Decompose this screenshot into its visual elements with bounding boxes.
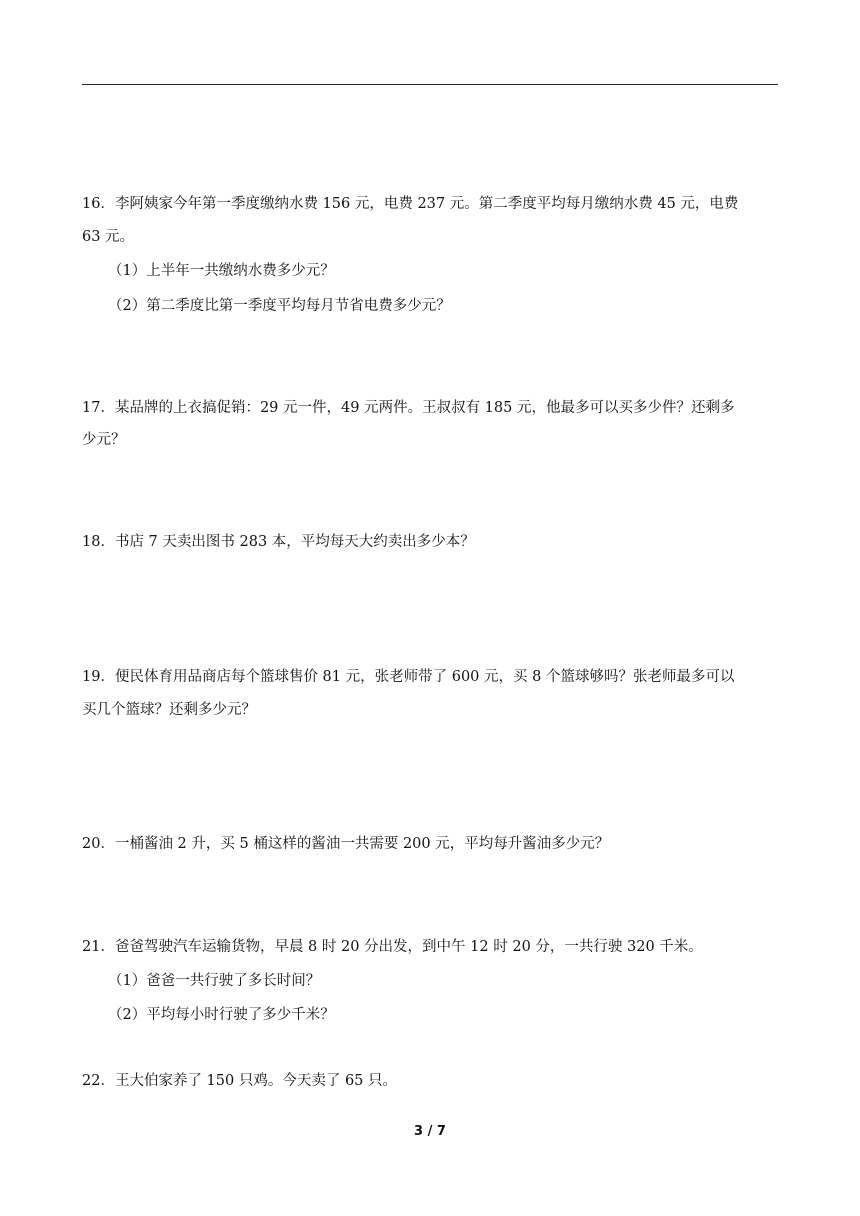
question-21-sub-1: （1）爸爸一共行驶了多长时间？ — [108, 973, 321, 989]
question-16-line-2: 63 元。 — [82, 229, 135, 245]
question-21-sub-2: （2）平均每小时行驶了多少千米？ — [108, 1007, 335, 1023]
question-18-line-1: 18．书店 7 天卖出图书 283 本，平均每天大约卖出多少本？ — [82, 534, 475, 550]
question-17-line-1: 17．某品牌的上衣搞促销：29 元一件，49 元两件。王叔叔有 185 元，他最多可以买多少件？还剩多 — [82, 400, 735, 416]
header-rule — [82, 84, 778, 85]
question-19-line-1: 19．便民体育用品商店每个篮球售价 81 元，张老师带了 600 元，买 8 个篮球够吗？张老师最多可以 — [82, 669, 735, 685]
question-22-line-1: 22．王大伯家养了 150 只鸡。今天卖了 65 只。 — [82, 1073, 398, 1089]
question-19-line-2: 买几个篮球？还剩多少元？ — [82, 702, 256, 718]
question-21-line-1: 21．爸爸驾驶汽车运输货物，早晨 8 时 20 分出发，到中午 12 时 20 分，一共行驶 320 千米。 — [82, 939, 703, 955]
question-20-line-1: 20．一桶酱油 2 升，买 5 桶这样的酱油一共需要 200 元，平均每升酱油多少元？ — [82, 836, 610, 852]
question-16-line-1: 16．李阿姨家今年第一季度缴纳水费 156 元，电费 237 元。第二季度平均每月缴纳水费 45 元，电费 — [82, 196, 739, 212]
page-number: 3 / 7 — [414, 1124, 446, 1139]
question-17-line-2: 少元？ — [82, 432, 126, 448]
question-16-sub-1: （1）上半年一共缴纳水费多少元？ — [108, 263, 335, 279]
question-16-sub-2: （2）第二季度比第一季度平均每月节省电费多少元？ — [108, 298, 451, 314]
